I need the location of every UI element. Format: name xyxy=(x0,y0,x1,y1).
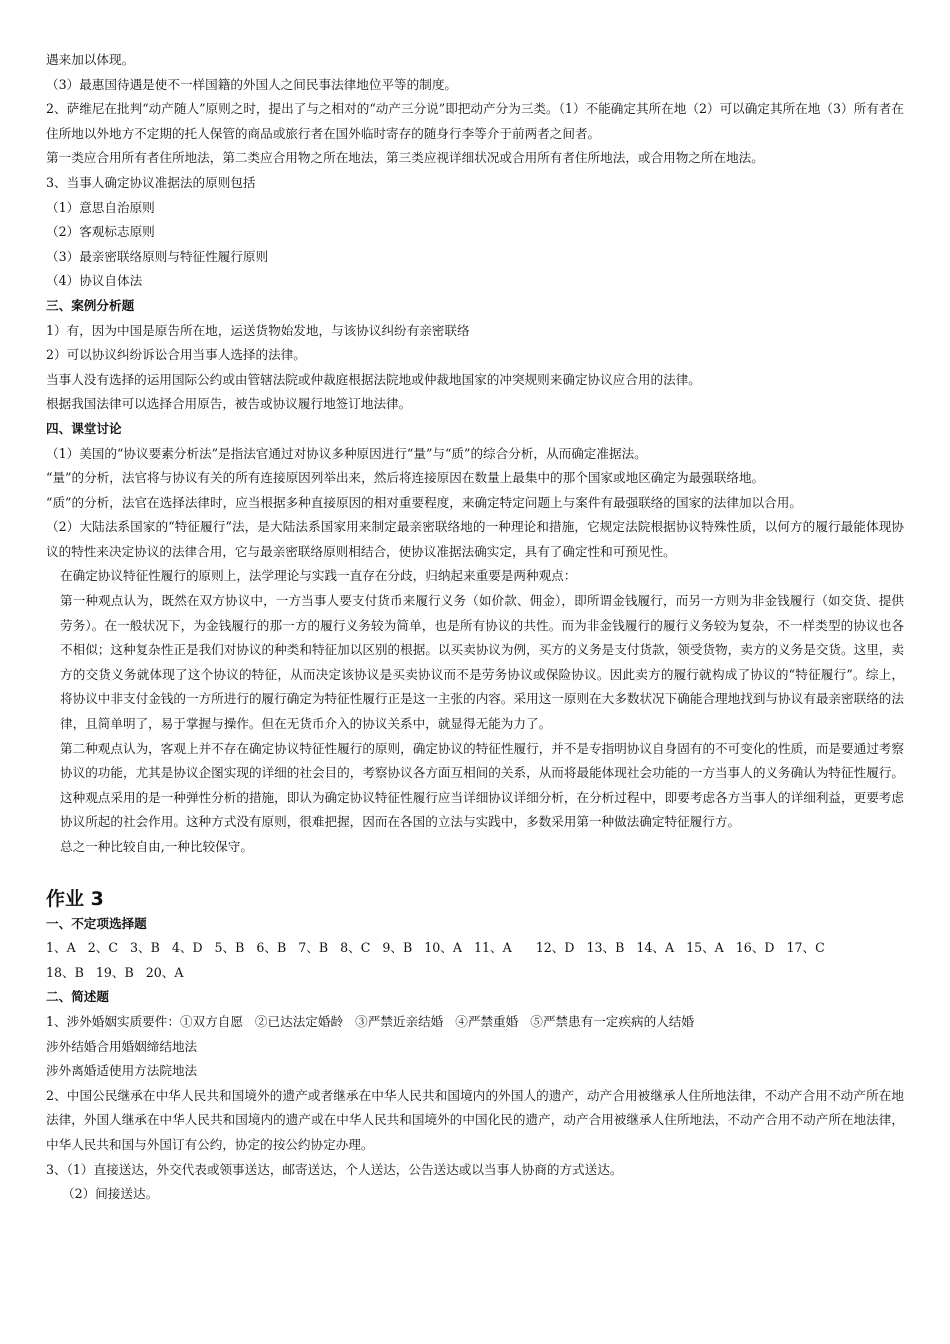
text-line: 2）可以协议纠纷诉讼合用当事人选择的法律。 xyxy=(46,347,306,363)
paragraph: 2、中国公民继承在中华人民共和国境外的遗产或者继承在中华人民共和国境内的外国人的遗产，动产合用被继承人住所地法律，不动产合用不动产所在地法律，外国人继承在中华人民共和国境内的遗产或在中华人民共和国境外的中国化民的遗产，动产合用被继承人住所地法，不动产合用不动产所在地法律，中华人民共和国与外国订有公约，协定的按公约协定办理。 xyxy=(46,1087,904,1152)
paragraph: 第一种观点认为，既然在双方协议中，一方当事人要支付货币来履行义务（如价款、佣金），即所谓金钱履行，而另一方则为非金钱履行（如交货、提供劳务）。在一般状况下，为金钱履行的那一方的履行义务较为简单，也是所有协议的共性。而为非金钱履行的履行义务较为复杂，不一样类型的协议也各不相似；这种复杂性正是我们对协议的种类和特征加以区别的根据。以买卖协议为例，买方的义务是支付货款，领受货物，卖方的义务是交货。这里，卖方的交货义务就体现了这个协议的特征，从而决定该协议是买卖协议而不是劳务协议或保险协议。因此卖方的履行就构成了协议的“特征履行”。综上，将协议中非支付金钱的一方所进行的履行确定为特征性履行正是这一主张的内容。采用这一原则在大多数状况下确能合理地找到与协议有最亲密联络的法律，且简单明了，易于掌握与操作。但在无货币介入的协议关系中，就显得无能为力了。 xyxy=(60,593,904,732)
list-item: （1）意思自治原则 xyxy=(46,199,155,215)
text-line: （2）间接送达。 xyxy=(62,1186,159,1202)
section-heading: 一、不定项选择题 xyxy=(46,915,147,931)
text-line: 第一类应合用所有者住所地法，第二类应合用物之所在地法，第三类应视详细状况或合用所有者住所地法，或合用物之所在地法。 xyxy=(46,150,764,166)
text-line: 1、涉外婚姻实质要件：①双方自愿 ②已达法定婚龄 ③严禁近亲结婚 ④严禁重婚 ⑤严禁患有一定疾病的人结婚 xyxy=(46,1013,694,1029)
section-heading: 四、课堂讨论 xyxy=(46,420,122,436)
paragraph: 在确定协议特征性履行的原则上，法学理论与实践一直存在分歧，归纳起来重要是两种观点： xyxy=(60,568,577,584)
text-line: 当事人没有选择的运用国际公约或由管辖法院或仲裁庭根据法院地或仲裁地国家的冲突规则来确定协议应合用的法律。 xyxy=(46,371,701,387)
list-item: （3）最亲密联络原则与特征性履行原则 xyxy=(46,248,269,264)
paragraph: 2、萨维尼在批判“动产随人”原则之时，提出了与之相对的“动产三分说”即把动产分为三类。（1）不能确定其所在地（2）可以确定其所在地（3）所有者在住所地以外地方不定期的托人保管的商品或旅行者在国外临时寄存的随身行李等介于前两者之间者。 xyxy=(46,101,904,141)
paragraph: 第二种观点认为，客观上并不存在确定协议特征性履行的原则，确定协议的特征性履行，并不是专指明协议自身固有的不可变化的性质，而是要通过考察协议的功能，尤其是协议企图实现的详细的社会目的，考察协议各方面互相间的关系，从而将最能体现社会功能的一方当事人的义务确认为特征性履行。这种观点采用的是一种弹性分析的措施，即认为确定协议特征性履行应当详细协议详细分析，在分析过程中，即要考虑各方当事人的详细利益，更要考虑协议所起的社会作用。这种方式没有原则，很难把握，因而在各国的立法与实践中，多数采用第一种做法确定特征履行方。 xyxy=(60,740,904,830)
text-line: 根据我国法律可以选择合用原告，被告或协议履行地签订地法律。 xyxy=(46,396,412,412)
section-heading: 三、案例分析题 xyxy=(46,297,135,313)
text-line: 遇来加以体现。 xyxy=(46,52,135,67)
text-line: 3、（1）直接送达，外交代表或领事送达，邮寄送达，个人送达，公告送达或以当事人协商的方式送达。 xyxy=(46,1161,623,1177)
paragraph: （2）大陆法系国家的“特征履行”法，是大陆法系国家用来制定最亲密联络地的一种理论和措施，它规定法院根据协议特殊性质，以何方的履行最能体现协议的特性来决定协议的法律合用，它与最亲密联络原则相结合，使协议准据法确实定，具有了确定性和可预见性。 xyxy=(46,519,904,559)
section-heading: 二、简述题 xyxy=(46,989,109,1005)
answer-line: 18、B 19、B 20、A xyxy=(46,964,184,980)
answer-line: 1、A 2、C 3、B 4、D 5、B 6、B 7、B 8、C 9、B 10、A 11、A 12、D 13、B 14、A 15、A 16、D 17、C xyxy=(46,940,825,956)
list-item: （2）客观标志原则 xyxy=(46,224,155,240)
text-line: 3、当事人确定协议准据法的原则包括 xyxy=(46,174,256,190)
paragraph: “量”的分析，法官将与协议有关的所有连接原因列举出来，然后将连接原因在数量上最集中的那个国家或地区确定为最强联络地。 xyxy=(46,470,765,486)
page-title: 作业 3 xyxy=(46,887,104,910)
text-line: 1）有，因为中国是原告所在地，运送货物始发地，与该协议纠纷有亲密联络 xyxy=(46,322,470,338)
text-line: （3）最惠国待遇是使不一样国籍的外国人之间民事法律地位平等的制度。 xyxy=(46,76,458,92)
paragraph: （1）美国的“协议要素分析法”是指法官通过对协议多种原因进行“量”与“质”的综合分析，从而确定准据法。 xyxy=(46,445,647,461)
text-line: 涉外结婚合用婚姻缔结地法 xyxy=(46,1038,198,1054)
text-line: 涉外离婚适使用方法院地法 xyxy=(46,1063,198,1079)
list-item: （4）协议自体法 xyxy=(46,273,143,289)
paragraph: “质”的分析，法官在选择法律时，应当根据多种直接原因的相对重要程度，来确定特定问题上与案件有最强联络的国家的法律加以合用。 xyxy=(46,494,802,510)
paragraph: 总之一种比较自由,一种比较保守。 xyxy=(60,839,253,854)
